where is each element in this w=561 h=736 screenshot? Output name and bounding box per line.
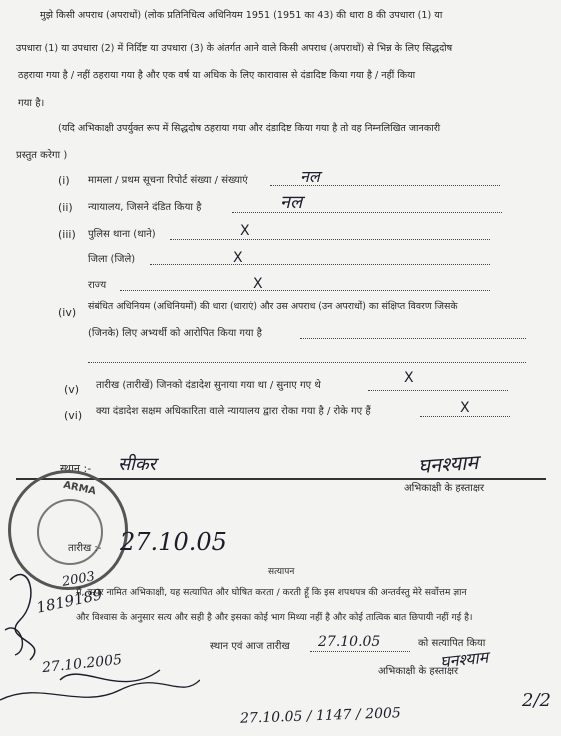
item-iii-state-mark: X — [253, 276, 263, 292]
item-i-value: नल — [300, 167, 320, 186]
signature-2: घनश्याम — [439, 647, 490, 672]
item-i-number: (i) — [58, 174, 70, 187]
intro-line-1: मुझे किसी अपराध (अपराधों) (लोक प्रतिनिधित्व अधिनियम 1951 (1951 का 43) की धारा 8 की उपधारा (1) या — [40, 10, 443, 21]
verification-sign-label: अभिकाक्षी के हस्ताक्षर — [378, 666, 459, 677]
verification-line-2: और विश्वास के अनुसार सत्य और सही है और इसका कोई भाग मिथ्या नहीं है और कोई तात्विक बात छिपायी नहीं गई है। — [76, 612, 473, 623]
item-vi-number: (vi) — [64, 409, 83, 422]
verification-line-1: मैं, ऊपर नामित अभिकाक्षी, यह सत्यापित और घोषित करता / करती हूँ कि इस शपथपत्र की अन्तर्वस्तु मेरे सर्वोत्तम ज्ञान — [76, 587, 467, 598]
verification-date-line — [310, 651, 410, 652]
verification-place-date-label: स्थान एवं आज तारीख — [210, 641, 290, 652]
verification-heading: सत्यापन — [268, 567, 295, 577]
item-iv-line-a — [300, 338, 526, 339]
item-iii-state-line — [120, 290, 490, 291]
verification-suffix: को सत्यापित किया — [418, 638, 486, 649]
item-iv-number: (iv) — [58, 306, 77, 319]
item-iv-line-2: (जिनके) लिए अभ्यर्थी को आरोपित किया गया है — [88, 328, 262, 339]
item-v-number: (v) — [64, 383, 80, 396]
item-ii-label: न्यायालय, जिसने दंडित किया है — [88, 202, 202, 213]
item-iii-state-label: राज्य — [88, 280, 107, 291]
date-label: तारीख :- — [68, 543, 102, 554]
item-iii-police-mark: X — [240, 223, 250, 239]
item-iii-district-mark: X — [233, 250, 243, 266]
margin-note-year: 2003 — [60, 569, 97, 590]
item-iii-district-line — [150, 264, 490, 265]
intro-line-3: ठहराया गया है / नहीं ठहराया गया है और एक वर्ष या अधिक के लिए कारावास से दंडादिष्ट किया गया है / नहीं किया — [18, 70, 416, 81]
intro-line-2: उपधारा (1) या उपधारा (2) में निर्दिष्ट या उपधारा (3) के अंतर्गत आने वाले किसी अपराध (अपराधों) से भिन्न के लिए सिद्धदोष — [16, 43, 453, 54]
date-value: 27.10.05 — [120, 528, 227, 556]
intro-line-4: गया है। — [18, 98, 45, 109]
margin-note-number: 1819189 — [34, 585, 104, 617]
bottom-note: 27.10.05 / 1147 / 2005 — [239, 705, 402, 727]
item-v-label: तारीख (तारीखें) जिनको दंडादेश सुनाया गया था / सुनाए गए थे — [96, 380, 321, 391]
corner-page-mark: 2/2 — [522, 690, 551, 711]
item-ii-line — [232, 212, 502, 213]
item-i-label: मामला / प्रथम सूचना रिपोर्ट संख्या / संख्याएं — [88, 175, 248, 186]
margin-note-date: 27.10.2005 — [41, 651, 123, 677]
seal-inner-ring — [37, 499, 103, 565]
item-v-line — [368, 390, 508, 391]
item-iii-police-line — [170, 239, 490, 240]
item-vi-line — [420, 416, 510, 417]
item-vi-label: क्या दंडादेश सक्षम अधिकारिता वाले न्यायालय द्वारा रोका गया है / रोके गए हैं — [96, 406, 371, 417]
conditional-line-1: (यदि अभिकाक्षी उपर्युक्त रूप में सिद्धदोष ठहराया गया और दंडादिष्ट किया गया है तो वह निम्नलिखित जानकारी — [58, 123, 441, 134]
signature-1: घनश्याम — [417, 449, 479, 479]
item-iii-police-label: पुलिस थाना (थाने) — [88, 229, 156, 240]
seal-text: ARMA — [62, 479, 97, 498]
item-iv-line-1: संबंधित अधिनियम (अधिनियमों) की धारा (धाराएं) और उस अपराध (उन अपराधों) का संक्षिप्त विवरण जिसके — [88, 301, 458, 312]
signature-1-label: अभिकाक्षी के हस्ताक्षर — [404, 483, 485, 494]
verification-date-value: 27.10.05 — [318, 634, 381, 650]
item-iv-line-b — [88, 362, 526, 363]
item-v-mark: X — [404, 370, 414, 386]
item-ii-value: नल — [280, 192, 303, 213]
item-iii-district-label: जिला (जिले) — [88, 254, 136, 265]
margin-scribble — [0, 560, 200, 710]
place-value: सीकर — [118, 454, 157, 475]
item-iii-number: (iii) — [58, 228, 76, 241]
item-vi-mark: X — [460, 400, 470, 416]
place-label: स्थान :- — [60, 462, 92, 475]
conditional-line-2: प्रस्तुत करेगा ) — [16, 150, 68, 161]
item-ii-number: (ii) — [58, 201, 73, 214]
